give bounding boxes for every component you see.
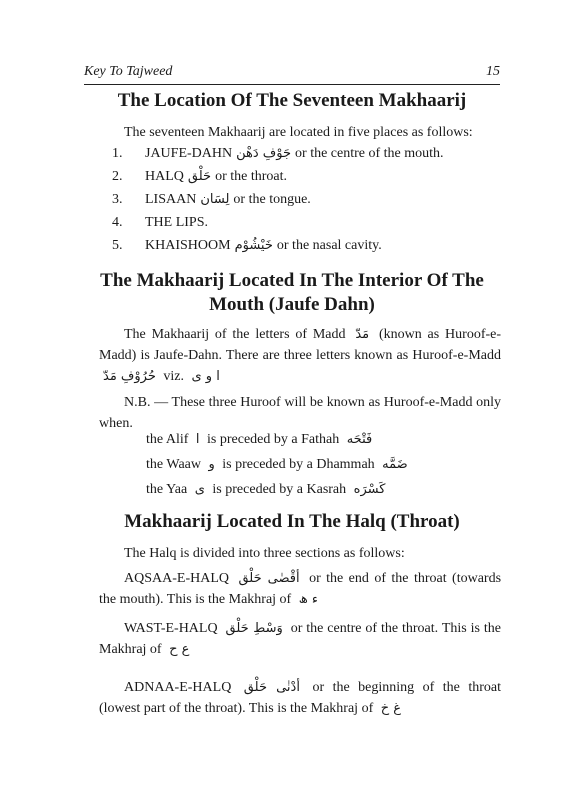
makhaarij-list: [112, 146, 512, 261]
list-item: 1. JAUFE-DAHN جَوْفِ دَهْن or the centre of the mouth.: [112, 146, 444, 161]
running-header: [84, 64, 500, 82]
section1-intro: The seventeen Makhaarij are located in five places as follows:: [124, 125, 473, 140]
halq-intro: The Halq is divided into three sections as follows:: [124, 546, 405, 561]
condition-yaa: the Yaa ی is preceded by a Kasrah کَسْرَه: [146, 482, 386, 497]
wast-e-halq: WAST-E-HALQ وَسْطِ حَلْق or the centre of the throat. This is the Makhraj of ع ح: [99, 621, 501, 657]
nb-note: N.B. — These three Huroof will be known as Huroof-e-Madd only when.: [99, 395, 501, 431]
aqsaa-e-halq: AQSAA-E-HALQ أقْصٰی حَلْق or the end of the throat (towards the mouth). This is the Makhraj of ء ھ: [99, 571, 502, 607]
page-number: 15: [486, 64, 500, 79]
section-heading-interior-of-mouth: The Makhaarij Located In The Interior Of The Mouth (Jaufe Dahn): [100, 270, 484, 315]
list-item: 5. KHAISHOOM خَيْشُوْم or the nasal cavity.: [112, 238, 382, 253]
madd-conditions: [146, 427, 486, 502]
condition-alif: the Alif ا is preceded by a Fathah فَتْحَه: [146, 432, 373, 447]
list-item: 4. THE LIPS.: [112, 215, 208, 230]
running-title: Key To Tajweed: [84, 64, 173, 79]
section-heading-seventeen-makhaarij: The Location Of The Seventeen Makhaarij: [117, 90, 467, 111]
list-item: 2. HALQ حَلْق or the throat.: [112, 169, 287, 184]
madd-paragraph: The Makhaarij of the letters of Madd مَدّ (known as Huroof-e-Madd) is Jaufe-Dahn. There are three letters known as Huroof-e-Madd حُرُوْفِ مَدّ viz. ا و ی: [99, 327, 502, 384]
section-heading-halq: Makhaarij Located In The Halq (Throat): [124, 511, 460, 532]
header-rule: [84, 84, 500, 85]
list-item: 3. LISAAN لِسَان or the tongue.: [112, 192, 311, 207]
condition-waaw: the Waaw و is preceded by a Dhammah ضَمَّه: [146, 457, 408, 472]
adnaa-e-halq: ADNAA-E-HALQ أدْنٰی حَلْق or the beginning of the throat (lowest part of the throat). This is the Makhraj of غ خ: [99, 680, 502, 716]
